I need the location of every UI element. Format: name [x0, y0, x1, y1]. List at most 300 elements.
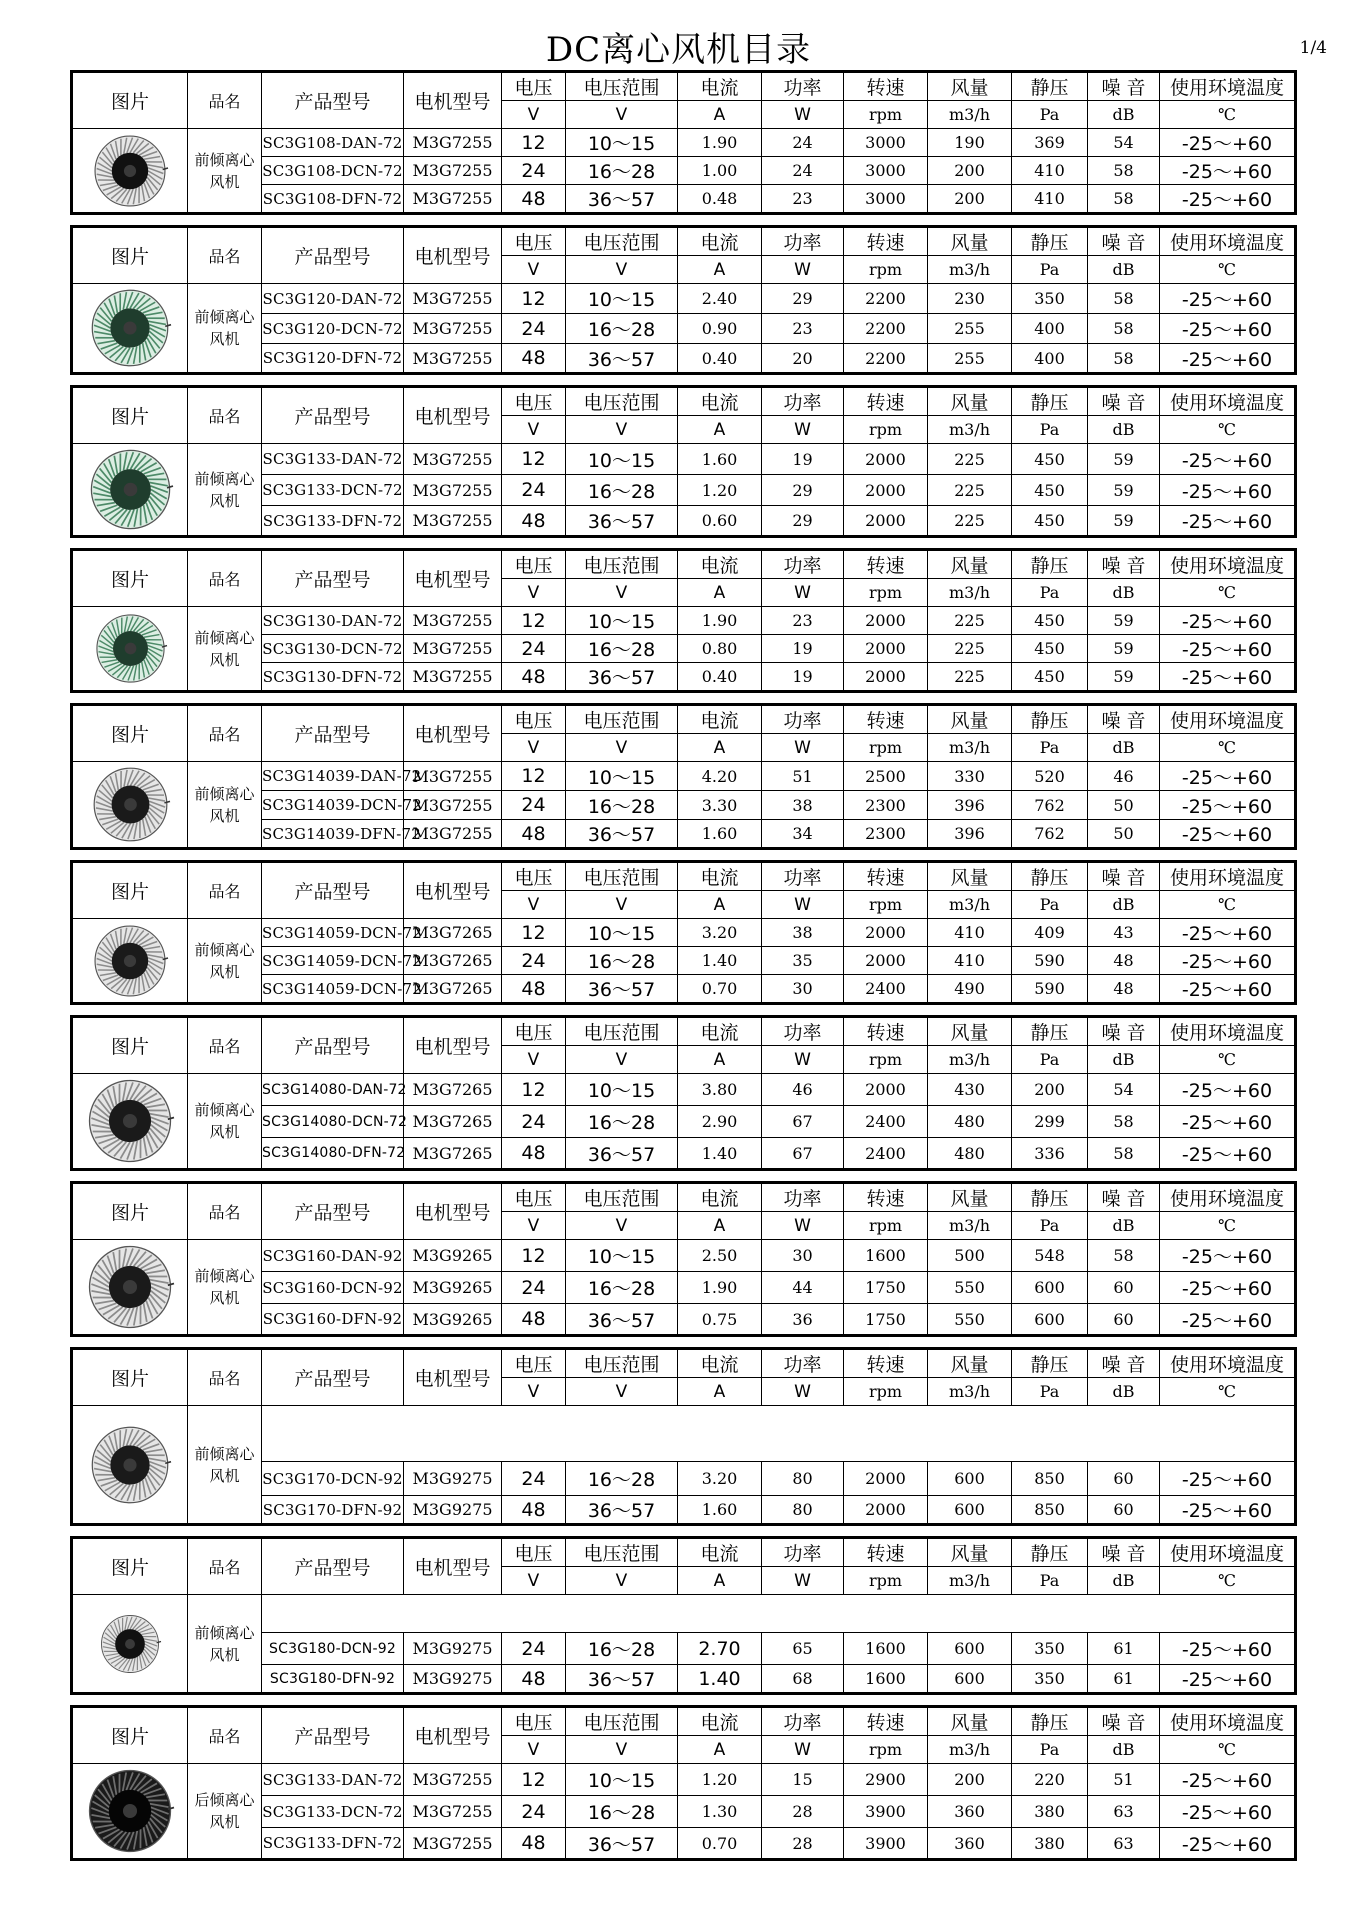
unit-airflow: m3/h [928, 256, 1012, 284]
cell-model: SC3G120-DCN-72 [262, 314, 404, 344]
cell-noise: 50 [1088, 791, 1160, 820]
unit-voltage-range: V [566, 1736, 678, 1764]
header-airflow: 风量 [928, 387, 1012, 416]
product-name: 前倾离心风机 [188, 1406, 262, 1525]
unit-airflow: m3/h [928, 1212, 1012, 1240]
unit-voltage: V [502, 1567, 566, 1595]
cell-voltage: 24 [502, 1106, 566, 1138]
cell-speed: 2200 [844, 344, 928, 374]
unit-ambient-temperature: ℃ [1160, 1736, 1296, 1764]
cell-static-pressure: 850 [1012, 1496, 1088, 1525]
cell-power: 65 [762, 1633, 844, 1665]
cell-voltage: 24 [502, 1796, 566, 1828]
product-name: 前倾离心风机 [188, 1240, 262, 1336]
fan-image [92, 923, 168, 999]
cell-motor: M3G9275 [404, 1462, 502, 1496]
cell-power: 20 [762, 344, 844, 374]
cell-static-pressure: 410 [1012, 157, 1088, 185]
header-speed: 转速 [844, 1349, 928, 1378]
header-noise: 噪 音 [1088, 227, 1160, 256]
unit-airflow: m3/h [928, 1046, 1012, 1074]
cell-static-pressure: 380 [1012, 1828, 1088, 1860]
cell-power: 28 [762, 1828, 844, 1860]
unit-speed: rpm [844, 416, 928, 444]
cell-ambient-temperature: -25～+60 [1160, 506, 1296, 537]
header-ambient-temperature: 使用环境温度 [1160, 1017, 1296, 1046]
header-noise: 噪 音 [1088, 1349, 1160, 1378]
unit-speed: rpm [844, 1736, 928, 1764]
cell-voltage: 48 [502, 1304, 566, 1336]
cell-noise: 58 [1088, 1240, 1160, 1272]
unit-voltage-range: V [566, 1212, 678, 1240]
header-static-pressure: 静压 [1012, 1349, 1088, 1378]
unit-noise: dB [1088, 1212, 1160, 1240]
cell-power: 29 [762, 284, 844, 314]
header-airflow: 风量 [928, 1349, 1012, 1378]
cell-voltage: 48 [502, 1138, 566, 1170]
unit-ambient-temperature: ℃ [1160, 416, 1296, 444]
cell-voltage-range: 16～28 [566, 947, 678, 975]
cell-power: 80 [762, 1462, 844, 1496]
header-current: 电流 [678, 1017, 762, 1046]
cell-current: 1.60 [678, 1496, 762, 1525]
cell-ambient-temperature: -25～+60 [1160, 1138, 1296, 1170]
header-ambient-temperature: 使用环境温度 [1160, 1349, 1296, 1378]
cell-noise: 61 [1088, 1665, 1160, 1694]
unit-power: W [762, 1567, 844, 1595]
cell-current: 0.80 [678, 635, 762, 663]
cell-power: 29 [762, 475, 844, 506]
product-block [70, 385, 1297, 538]
cell-airflow: 550 [928, 1272, 1012, 1304]
cell-speed: 2500 [844, 762, 928, 791]
catalog [70, 70, 1294, 1861]
cell-voltage: 48 [502, 1828, 566, 1860]
cell-power: 35 [762, 947, 844, 975]
cell-static-pressure: 450 [1012, 607, 1088, 635]
unit-voltage: V [502, 579, 566, 607]
cell-noise: 54 [1088, 129, 1160, 157]
cell-power: 67 [762, 1138, 844, 1170]
header-ambient-temperature: 使用环境温度 [1160, 1707, 1296, 1736]
header-airflow: 风量 [928, 1183, 1012, 1212]
unit-power: W [762, 579, 844, 607]
cell-motor: M3G7265 [404, 1138, 502, 1170]
cell-power: 15 [762, 1764, 844, 1796]
cell-airflow: 600 [928, 1633, 1012, 1665]
header-product-model: 产品型号 [262, 1538, 404, 1595]
cell-ambient-temperature: -25～+60 [1160, 975, 1296, 1004]
cell-motor: M3G7255 [404, 475, 502, 506]
fan-picture-cell [72, 1240, 188, 1336]
cell-voltage-range: 16～28 [566, 157, 678, 185]
cell-noise: 43 [1088, 919, 1160, 947]
cell-airflow: 225 [928, 475, 1012, 506]
cell-noise: 48 [1088, 975, 1160, 1004]
cell-voltage-range: 16～28 [566, 1462, 678, 1496]
header-noise: 噪 音 [1088, 387, 1160, 416]
unit-airflow: m3/h [928, 1378, 1012, 1406]
cell-power: 36 [762, 1304, 844, 1336]
header-product-name: 品名 [188, 1349, 262, 1406]
cell-static-pressure: 450 [1012, 663, 1088, 692]
cell-ambient-temperature: -25～+60 [1160, 1764, 1296, 1796]
unit-airflow: m3/h [928, 1736, 1012, 1764]
unit-power: W [762, 891, 844, 919]
header-power: 功率 [762, 227, 844, 256]
unit-voltage-range: V [566, 734, 678, 762]
header-product-name: 品名 [188, 1538, 262, 1595]
unit-ambient-temperature: ℃ [1160, 734, 1296, 762]
cell-current: 3.20 [678, 919, 762, 947]
cell-airflow: 225 [928, 635, 1012, 663]
cell-speed: 2000 [844, 1074, 928, 1106]
cell-voltage: 24 [502, 635, 566, 663]
header-product-model: 产品型号 [262, 705, 404, 762]
fan-picture-cell [72, 1406, 188, 1525]
unit-noise: dB [1088, 1378, 1160, 1406]
cell-airflow: 600 [928, 1496, 1012, 1525]
header-power: 功率 [762, 1017, 844, 1046]
cell-airflow: 480 [928, 1138, 1012, 1170]
cell-airflow: 396 [928, 820, 1012, 849]
page-number: 1/4 [1299, 38, 1327, 58]
header-voltage: 电压 [502, 1183, 566, 1212]
cell-speed: 2400 [844, 975, 928, 1004]
unit-noise: dB [1088, 1567, 1160, 1595]
unit-voltage: V [502, 1212, 566, 1240]
unit-speed: rpm [844, 891, 928, 919]
cell-power: 30 [762, 1240, 844, 1272]
header-picture: 图片 [72, 72, 188, 129]
cell-current: 1.20 [678, 1764, 762, 1796]
cell-voltage: 24 [502, 475, 566, 506]
unit-voltage: V [502, 1736, 566, 1764]
header-voltage-range: 电压范围 [566, 387, 678, 416]
header-product-model: 产品型号 [262, 227, 404, 284]
product-block [70, 1181, 1297, 1337]
header-voltage: 电压 [502, 227, 566, 256]
header-static-pressure: 静压 [1012, 1017, 1088, 1046]
fan-image [89, 1424, 171, 1506]
cell-noise: 46 [1088, 762, 1160, 791]
header-picture: 图片 [72, 1538, 188, 1595]
cell-model: SC3G130-DFN-72 [262, 663, 404, 692]
cell-noise: 51 [1088, 1764, 1160, 1796]
cell-static-pressure: 409 [1012, 919, 1088, 947]
fan-image [91, 765, 170, 844]
header-voltage-range: 电压范围 [566, 1017, 678, 1046]
header-power: 功率 [762, 1538, 844, 1567]
cell-static-pressure: 762 [1012, 820, 1088, 849]
cell-voltage: 48 [502, 344, 566, 374]
header-airflow: 风量 [928, 227, 1012, 256]
header-current: 电流 [678, 550, 762, 579]
cell-airflow: 500 [928, 1240, 1012, 1272]
cell-speed: 2000 [844, 444, 928, 475]
header-voltage: 电压 [502, 72, 566, 101]
header-voltage: 电压 [502, 1538, 566, 1567]
cell-voltage-range: 10～15 [566, 444, 678, 475]
cell-speed: 3900 [844, 1796, 928, 1828]
empty-row [262, 1595, 1296, 1633]
cell-static-pressure: 350 [1012, 1665, 1088, 1694]
cell-noise: 58 [1088, 314, 1160, 344]
header-voltage: 电压 [502, 1349, 566, 1378]
cell-airflow: 200 [928, 1764, 1012, 1796]
cell-voltage-range: 36～57 [566, 663, 678, 692]
cell-power: 23 [762, 314, 844, 344]
cell-speed: 2300 [844, 820, 928, 849]
cell-ambient-temperature: -25～+60 [1160, 1633, 1296, 1665]
cell-power: 46 [762, 1074, 844, 1106]
cell-power: 23 [762, 185, 844, 214]
cell-voltage-range: 16～28 [566, 1633, 678, 1665]
cell-voltage-range: 36～57 [566, 185, 678, 214]
header-motor-model: 电机型号 [404, 705, 502, 762]
cell-speed: 2200 [844, 284, 928, 314]
cell-static-pressure: 380 [1012, 1796, 1088, 1828]
unit-speed: rpm [844, 734, 928, 762]
header-voltage: 电压 [502, 550, 566, 579]
unit-speed: rpm [844, 1046, 928, 1074]
cell-noise: 58 [1088, 284, 1160, 314]
cell-voltage: 12 [502, 129, 566, 157]
cell-speed: 1600 [844, 1633, 928, 1665]
cell-model: SC3G133-DCN-72 [262, 475, 404, 506]
cell-airflow: 255 [928, 344, 1012, 374]
header-picture: 图片 [72, 1349, 188, 1406]
header-product-model: 产品型号 [262, 1707, 404, 1764]
header-picture: 图片 [72, 1183, 188, 1240]
header-product-name: 品名 [188, 227, 262, 284]
product-block [70, 703, 1297, 850]
cell-airflow: 490 [928, 975, 1012, 1004]
table-row [72, 919, 1296, 947]
cell-noise: 58 [1088, 1138, 1160, 1170]
cell-ambient-temperature: -25～+60 [1160, 1106, 1296, 1138]
unit-static-pressure: Pa [1012, 101, 1088, 129]
cell-voltage-range: 16～28 [566, 1106, 678, 1138]
cell-model: SC3G170-DFN-92 [262, 1496, 404, 1525]
cell-voltage: 48 [502, 663, 566, 692]
header-ambient-temperature: 使用环境温度 [1160, 227, 1296, 256]
header-static-pressure: 静压 [1012, 862, 1088, 891]
cell-model: SC3G108-DFN-72 [262, 185, 404, 214]
cell-speed: 3000 [844, 157, 928, 185]
header-picture: 图片 [72, 550, 188, 607]
cell-model: SC3G170-DCN-92 [262, 1462, 404, 1496]
cell-noise: 60 [1088, 1272, 1160, 1304]
header-static-pressure: 静压 [1012, 705, 1088, 734]
header-noise: 噪 音 [1088, 1183, 1160, 1212]
cell-noise: 59 [1088, 607, 1160, 635]
cell-static-pressure: 590 [1012, 975, 1088, 1004]
cell-ambient-temperature: -25～+60 [1160, 1828, 1296, 1860]
header-product-name: 品名 [188, 72, 262, 129]
header-voltage: 电压 [502, 862, 566, 891]
cell-current: 0.60 [678, 506, 762, 537]
unit-voltage-range: V [566, 416, 678, 444]
cell-motor: M3G7265 [404, 947, 502, 975]
header-product-model: 产品型号 [262, 1017, 404, 1074]
unit-voltage-range: V [566, 1567, 678, 1595]
fan-image [99, 1613, 161, 1675]
unit-power: W [762, 101, 844, 129]
table-row [72, 1240, 1296, 1272]
cell-power: 24 [762, 157, 844, 185]
table-row [72, 762, 1296, 791]
header-picture: 图片 [72, 227, 188, 284]
header-picture: 图片 [72, 387, 188, 444]
fan-picture-cell [72, 444, 188, 537]
header-current: 电流 [678, 705, 762, 734]
cell-airflow: 200 [928, 157, 1012, 185]
cell-static-pressure: 590 [1012, 947, 1088, 975]
cell-speed: 1750 [844, 1304, 928, 1336]
cell-motor: M3G7255 [404, 506, 502, 537]
cell-speed: 2000 [844, 1462, 928, 1496]
fan-picture-cell [72, 1074, 188, 1170]
header-airflow: 风量 [928, 1707, 1012, 1736]
cell-motor: M3G7255 [404, 314, 502, 344]
header-voltage-range: 电压范围 [566, 1538, 678, 1567]
cell-current: 1.20 [678, 475, 762, 506]
unit-noise: dB [1088, 101, 1160, 129]
cell-voltage-range: 10～15 [566, 919, 678, 947]
cell-motor: M3G7255 [404, 791, 502, 820]
cell-ambient-temperature: -25～+60 [1160, 1272, 1296, 1304]
fan-image [86, 1077, 174, 1165]
cell-noise: 63 [1088, 1828, 1160, 1860]
cell-model: SC3G14059-DCN-72 [262, 975, 404, 1004]
table-row [72, 444, 1296, 475]
unit-voltage: V [502, 734, 566, 762]
cell-static-pressure: 220 [1012, 1764, 1088, 1796]
cell-speed: 2900 [844, 1764, 928, 1796]
unit-ambient-temperature: ℃ [1160, 1378, 1296, 1406]
header-noise: 噪 音 [1088, 862, 1160, 891]
unit-speed: rpm [844, 579, 928, 607]
header-noise: 噪 音 [1088, 1538, 1160, 1567]
cell-current: 3.20 [678, 1462, 762, 1496]
unit-static-pressure: Pa [1012, 1046, 1088, 1074]
unit-voltage: V [502, 101, 566, 129]
cell-model: SC3G160-DCN-92 [262, 1272, 404, 1304]
cell-speed: 2200 [844, 314, 928, 344]
cell-static-pressure: 350 [1012, 284, 1088, 314]
header-airflow: 风量 [928, 705, 1012, 734]
cell-speed: 2000 [844, 506, 928, 537]
cell-model: SC3G14080-DFN-72 [262, 1138, 404, 1170]
cell-voltage: 48 [502, 1665, 566, 1694]
cell-voltage: 24 [502, 947, 566, 975]
cell-airflow: 410 [928, 919, 1012, 947]
cell-power: 38 [762, 791, 844, 820]
cell-motor: M3G9265 [404, 1240, 502, 1272]
header-product-name: 品名 [188, 705, 262, 762]
fan-image [86, 1243, 174, 1331]
header-noise: 噪 音 [1088, 1707, 1160, 1736]
header-voltage: 电压 [502, 705, 566, 734]
cell-voltage-range: 10～15 [566, 762, 678, 791]
cell-current: 1.90 [678, 1272, 762, 1304]
cell-current: 0.70 [678, 975, 762, 1004]
header-voltage-range: 电压范围 [566, 1183, 678, 1212]
cell-motor: M3G9275 [404, 1665, 502, 1694]
unit-airflow: m3/h [928, 101, 1012, 129]
header-speed: 转速 [844, 1183, 928, 1212]
cell-motor: M3G7265 [404, 919, 502, 947]
cell-model: SC3G14039-DFN-72 [262, 820, 404, 849]
cell-voltage-range: 36～57 [566, 1828, 678, 1860]
unit-speed: rpm [844, 256, 928, 284]
cell-noise: 59 [1088, 506, 1160, 537]
cell-model: SC3G14039-DCN-72 [262, 791, 404, 820]
cell-voltage: 12 [502, 919, 566, 947]
cell-ambient-temperature: -25～+60 [1160, 1074, 1296, 1106]
unit-voltage-range: V [566, 1046, 678, 1074]
header-picture: 图片 [72, 1707, 188, 1764]
cell-motor: M3G7255 [404, 157, 502, 185]
unit-current: A [678, 416, 762, 444]
header-speed: 转速 [844, 862, 928, 891]
cell-voltage-range: 36～57 [566, 1665, 678, 1694]
fan-picture-cell [72, 607, 188, 692]
header-product-name: 品名 [188, 387, 262, 444]
unit-current: A [678, 256, 762, 284]
header-motor-model: 电机型号 [404, 1538, 502, 1595]
fan-image [86, 1767, 174, 1855]
empty-row [262, 1406, 1296, 1462]
header-ambient-temperature: 使用环境温度 [1160, 705, 1296, 734]
fan-image [88, 447, 173, 532]
cell-motor: M3G7255 [404, 129, 502, 157]
unit-current: A [678, 579, 762, 607]
header-picture: 图片 [72, 862, 188, 919]
unit-speed: rpm [844, 1212, 928, 1240]
cell-airflow: 225 [928, 663, 1012, 692]
cell-airflow: 190 [928, 129, 1012, 157]
product-name: 前倾离心风机 [188, 1074, 262, 1170]
cell-current: 0.75 [678, 1304, 762, 1336]
cell-voltage-range: 10～15 [566, 284, 678, 314]
unit-airflow: m3/h [928, 416, 1012, 444]
cell-voltage: 24 [502, 157, 566, 185]
cell-airflow: 600 [928, 1665, 1012, 1694]
cell-current: 0.40 [678, 344, 762, 374]
header-power: 功率 [762, 1349, 844, 1378]
cell-ambient-temperature: -25～+60 [1160, 314, 1296, 344]
cell-static-pressure: 600 [1012, 1304, 1088, 1336]
product-name: 前倾离心风机 [188, 1595, 262, 1694]
header-product-name: 品名 [188, 1707, 262, 1764]
header-speed: 转速 [844, 1017, 928, 1046]
unit-ambient-temperature: ℃ [1160, 1567, 1296, 1595]
cell-airflow: 255 [928, 314, 1012, 344]
cell-speed: 1600 [844, 1240, 928, 1272]
cell-motor: M3G7255 [404, 1764, 502, 1796]
header-static-pressure: 静压 [1012, 227, 1088, 256]
header-current: 电流 [678, 72, 762, 101]
cell-motor: M3G7265 [404, 975, 502, 1004]
unit-noise: dB [1088, 579, 1160, 607]
fan-picture-cell [72, 284, 188, 374]
cell-power: 28 [762, 1796, 844, 1828]
unit-current: A [678, 1046, 762, 1074]
header-ambient-temperature: 使用环境温度 [1160, 550, 1296, 579]
cell-noise: 50 [1088, 820, 1160, 849]
